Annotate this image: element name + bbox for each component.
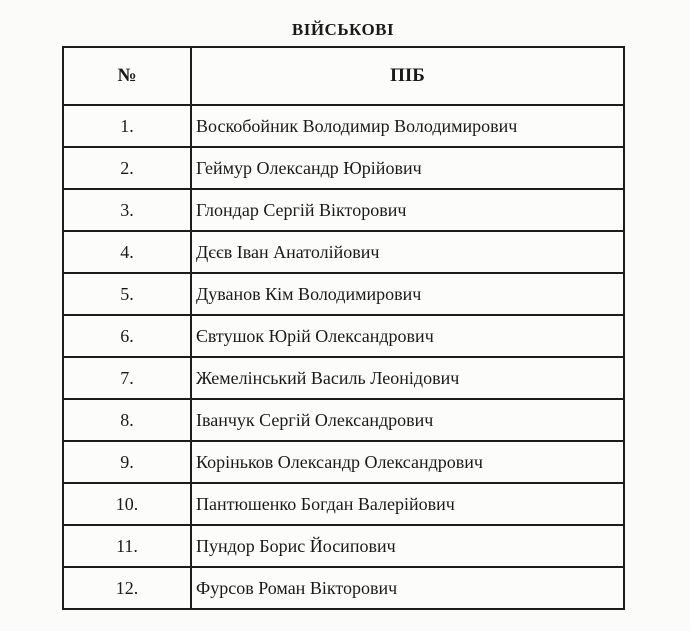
row-number: 4.	[63, 231, 191, 273]
person-name: Воскобойник Володимир Володимирович	[191, 105, 624, 147]
military-roster-table	[62, 46, 625, 610]
table-row	[63, 189, 624, 231]
table-row	[63, 483, 624, 525]
row-number: 9.	[63, 441, 191, 483]
row-number: 5.	[63, 273, 191, 315]
person-name: Іванчук Сергій Олександрович	[191, 399, 624, 441]
row-number: 12.	[63, 567, 191, 609]
table-row	[63, 105, 624, 147]
table-row	[63, 441, 624, 483]
table-row	[63, 399, 624, 441]
person-name: Жемелінський Василь Леонідович	[191, 357, 624, 399]
table-row	[63, 231, 624, 273]
row-number: 3.	[63, 189, 191, 231]
person-name: Фурсов Роман Вікторович	[191, 567, 624, 609]
table-row	[63, 273, 624, 315]
table-row	[63, 567, 624, 609]
table-header-row	[63, 47, 624, 105]
row-number: 8.	[63, 399, 191, 441]
person-name: Дєєв Іван Анатолійович	[191, 231, 624, 273]
column-header-number: №	[63, 47, 191, 105]
person-name: Євтушок Юрій Олександрович	[191, 315, 624, 357]
person-name: Пундор Борис Йосипович	[191, 525, 624, 567]
row-number: 1.	[63, 105, 191, 147]
page-title: ВІЙСЬКОВІ	[291, 20, 395, 39]
row-number: 11.	[63, 525, 191, 567]
row-number: 7.	[63, 357, 191, 399]
row-number: 2.	[63, 147, 191, 189]
row-number: 10.	[63, 483, 191, 525]
row-number: 6.	[63, 315, 191, 357]
person-name: Пантюшенко Богдан Валерійович	[191, 483, 624, 525]
table-row	[63, 357, 624, 399]
person-name: Коріньков Олександр Олександрович	[191, 441, 624, 483]
table-row	[63, 147, 624, 189]
column-header-name: ПІБ	[191, 47, 624, 105]
table-row	[63, 315, 624, 357]
person-name: Геймур Олександр Юрійович	[191, 147, 624, 189]
person-name: Дуванов Кім Володимирович	[191, 273, 624, 315]
person-name: Глондар Сергій Вікторович	[191, 189, 624, 231]
table-row	[63, 525, 624, 567]
